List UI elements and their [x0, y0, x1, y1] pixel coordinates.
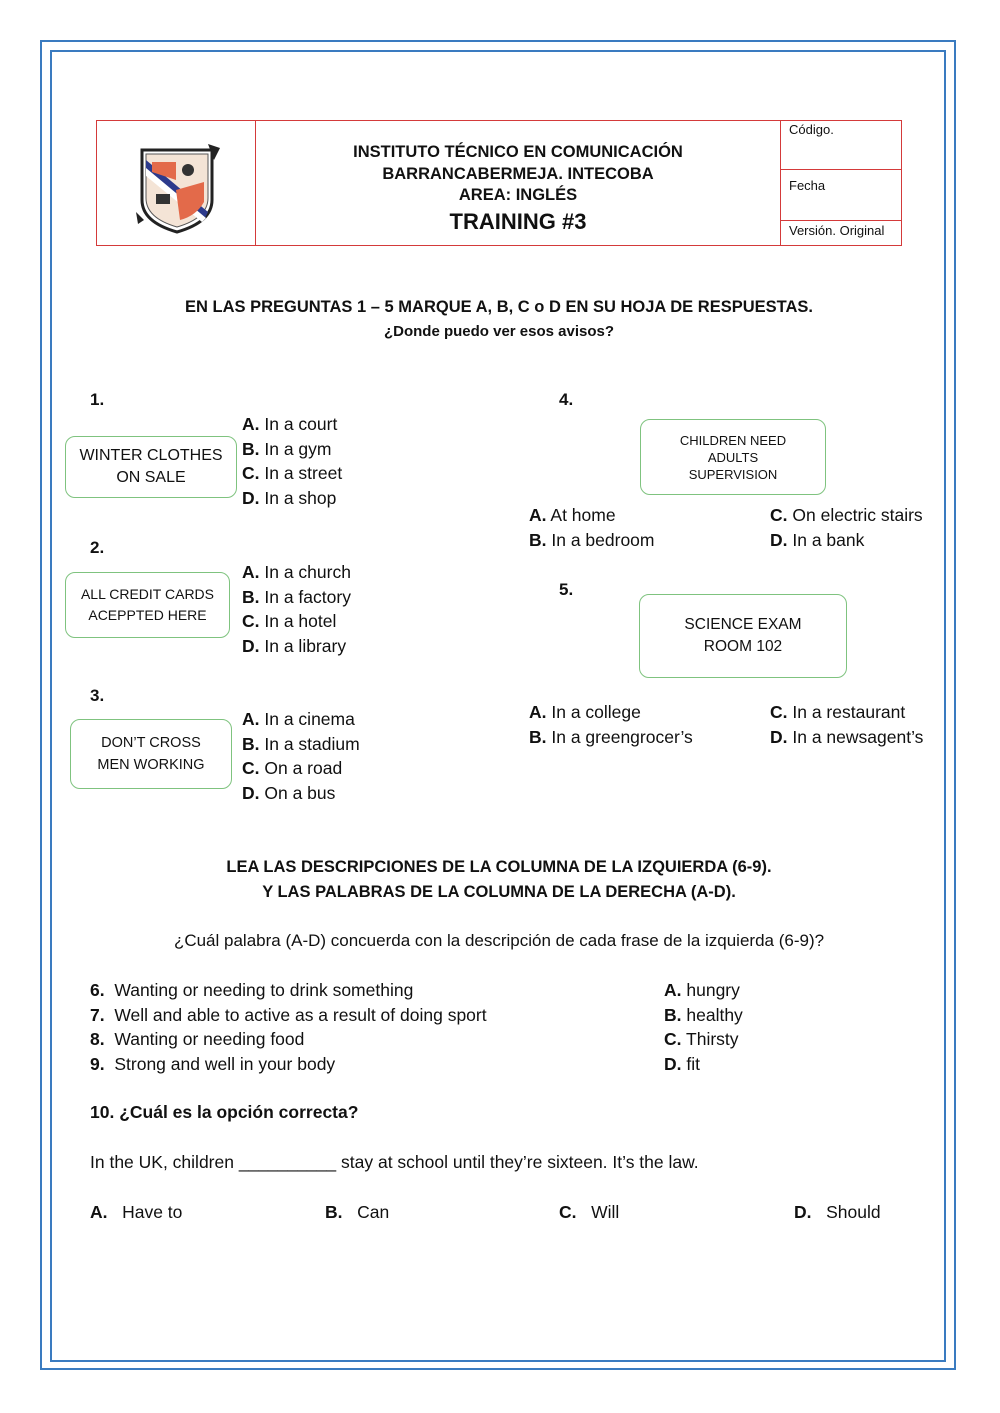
description-item: 9. Strong and well in your body: [90, 1053, 336, 1074]
answer-options-right: [770, 700, 923, 749]
q10-option-a[interactable]: A. Have to: [90, 1202, 183, 1222]
question-number: 2.: [90, 538, 105, 557]
option-c[interactable]: C. In a hotel: [242, 611, 337, 631]
question-number: 5.: [559, 580, 574, 599]
codigo-label: Código.: [781, 120, 902, 170]
word-option[interactable]: D. fit: [664, 1053, 700, 1074]
version-label: Versión. Original: [789, 223, 885, 238]
option-c[interactable]: C. On a road: [242, 758, 343, 778]
option-c[interactable]: C. On electric stairs: [770, 505, 923, 525]
option-a[interactable]: A. In a college: [529, 702, 641, 722]
option-b[interactable]: B. In a factory: [242, 586, 351, 607]
section1-instruction: EN LAS PREGUNTAS 1 – 5 MARQUE A, B, C o D EN SU HOJA DE RESPUESTAS.: [184, 298, 813, 316]
word-option[interactable]: C. Thirsty: [664, 1029, 739, 1049]
word-option[interactable]: A. hungry: [664, 980, 740, 1000]
notice-sign: DON’T CROSS MEN WORKING: [70, 719, 232, 789]
answer-options-right: [770, 503, 923, 552]
option-a[interactable]: A. In a cinema: [242, 709, 355, 729]
school-name: INSTITUTO TÉCNICO EN COMUNICACIÓN: [353, 143, 683, 161]
notice-sign: ALL CREDIT CARDS ACEPPTED HERE: [65, 572, 230, 638]
answer-options: [242, 412, 342, 510]
q10-option-d[interactable]: D. Should: [794, 1202, 881, 1222]
option-b[interactable]: B. In a stadium: [242, 733, 360, 754]
section1-subinstruction: ¿Donde puedo ver esos avisos?: [383, 323, 615, 340]
option-b[interactable]: B. In a gym: [242, 438, 332, 459]
option-d[interactable]: D. In a bank: [770, 529, 865, 550]
description-item: 8. Wanting or needing food: [90, 1029, 305, 1049]
question10-title: 10. ¿Cuál es la opción correcta?: [90, 1102, 359, 1122]
training-title: TRAINING #3: [449, 209, 587, 234]
option-a[interactable]: A. In a church: [242, 562, 351, 582]
answer-options-left: [529, 503, 655, 552]
area-label: AREA: INGLÉS: [458, 186, 578, 204]
answer-options: [242, 707, 360, 805]
option-a[interactable]: A. At home: [529, 505, 616, 525]
option-d[interactable]: D. On a bus: [242, 782, 336, 803]
crest-icon: [96, 120, 256, 246]
fecha-label: Fecha: [781, 170, 902, 221]
words-list: [664, 978, 743, 1076]
question-number: 1.: [90, 390, 105, 409]
option-a[interactable]: A. In a court: [242, 414, 338, 434]
q10-option-b[interactable]: B. Can: [325, 1202, 390, 1222]
description-item: 6. Wanting or needing to drink something: [90, 980, 414, 1000]
section2-instruction-2: Y LAS PALABRAS DE LA COLUMNA DE LA DERECHA (A-D).: [262, 883, 736, 901]
notice-sign: SCIENCE EXAM ROOM 102: [639, 594, 847, 678]
section2-question: ¿Cuál palabra (A-D) concuerda con la descripción de cada frase de la izquierda (6-9)?: [173, 931, 825, 950]
header-meta: [780, 120, 902, 246]
descriptions-list: [90, 978, 610, 1076]
question-number: 3.: [90, 686, 105, 705]
description-item: 7. Well and able to active as a result of doing sport: [90, 1004, 487, 1025]
school-crest: [96, 120, 256, 246]
q10-option-c[interactable]: C. Will: [559, 1202, 620, 1222]
answer-options: [242, 560, 351, 658]
word-option[interactable]: B. healthy: [664, 1004, 743, 1025]
notice-sign: CHILDREN NEED ADULTS SUPERVISION: [640, 419, 826, 495]
option-d[interactable]: D. In a shop: [242, 487, 337, 508]
option-d[interactable]: D. In a library: [242, 635, 347, 656]
option-d[interactable]: D. In a newsagent’s: [770, 726, 924, 747]
question-number: 4.: [559, 390, 574, 409]
school-city: BARRANCABERMEJA. INTECOBA: [382, 165, 654, 183]
answer-options-left: [529, 700, 693, 749]
option-c[interactable]: C. In a restaurant: [770, 702, 906, 722]
notice-sign: WINTER CLOTHES ON SALE: [65, 436, 237, 498]
option-c[interactable]: C. In a street: [242, 463, 343, 483]
question10-sentence: In the UK, children __________ stay at school until they’re sixteen. It’s the law.: [90, 1152, 699, 1172]
option-b[interactable]: B. In a greengrocer’s: [529, 726, 693, 747]
option-b[interactable]: B. In a bedroom: [529, 529, 655, 550]
section2-instruction-1: LEA LAS DESCRIPCIONES DE LA COLUMNA DE LA IZQUIERDA (6-9).: [226, 858, 772, 876]
